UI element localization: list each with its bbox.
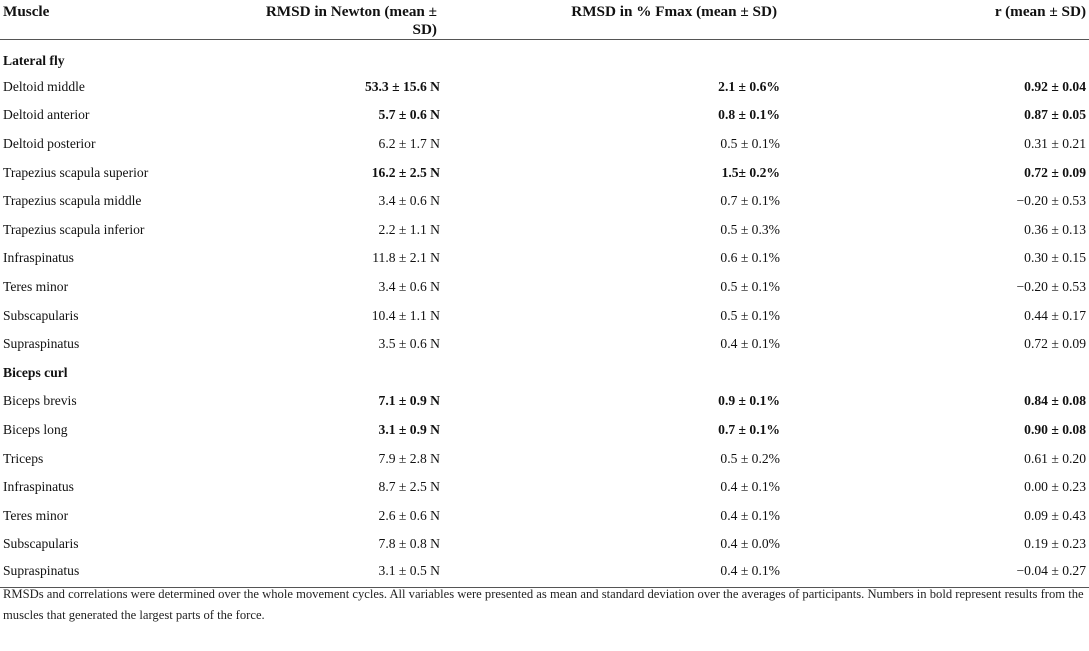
cell-muscle: Infraspinatus	[3, 250, 74, 266]
table-row	[0, 301, 1089, 330]
cell-muscle: Subscapularis	[3, 536, 79, 552]
table-row	[0, 187, 1089, 216]
cell-muscle: Teres minor	[3, 278, 69, 294]
table-row	[0, 244, 1089, 273]
section-row	[0, 40, 1089, 73]
cell-correlation: 0.72 ± 0.09	[1024, 164, 1086, 180]
cell-rmsd-newton: 7.8 ± 0.8 N	[378, 536, 440, 552]
cell-muscle: Trapezius scapula superior	[3, 164, 149, 180]
cell-muscle: Subscapularis	[3, 307, 79, 323]
table-row	[0, 130, 1089, 159]
section-row	[0, 358, 1089, 387]
cell-rmsd-newton: 6.2 ± 1.7 N	[378, 135, 440, 151]
cell-muscle: Teres minor	[3, 507, 69, 523]
cell-rmsd-fmax: 0.4 ± 0.0%	[720, 536, 780, 552]
table-row	[0, 501, 1089, 530]
cell-rmsd-fmax: 0.5 ± 0.1%	[720, 307, 780, 323]
table-row	[0, 387, 1089, 416]
table-row	[0, 215, 1089, 244]
cell-correlation: 0.87 ± 0.05	[1024, 107, 1086, 123]
table-row	[0, 273, 1089, 302]
cell-rmsd-newton: 8.7 ± 2.5 N	[378, 479, 440, 495]
cell-correlation: 0.72 ± 0.09	[1024, 336, 1086, 352]
cell-muscle: Biceps brevis	[3, 393, 77, 409]
cell-rmsd-newton: 3.1 ± 0.5 N	[255, 559, 440, 588]
section-title: Biceps curl	[3, 364, 68, 380]
cell-correlation: 0.92 ± 0.04	[1024, 78, 1086, 94]
cell-muscle: Triceps	[3, 450, 44, 466]
cell-rmsd-fmax: 0.4 ± 0.1%	[720, 479, 780, 495]
table-row	[0, 530, 1089, 559]
cell-rmsd-fmax: 0.5 ± 0.2%	[720, 450, 780, 466]
cell-rmsd-newton: 3.5 ± 0.6 N	[378, 336, 440, 352]
cell-rmsd-fmax: 0.7 ± 0.1%	[718, 421, 780, 437]
cell-correlation: 0.84 ± 0.08	[1024, 393, 1086, 409]
cell-muscle: Supraspinatus	[3, 336, 80, 352]
cell-muscle: Infraspinatus	[3, 479, 74, 495]
cell-correlation: −0.04 ± 0.27	[780, 559, 1089, 588]
cell-correlation: 0.61 ± 0.20	[1024, 450, 1086, 466]
cell-rmsd-newton: 3.4 ± 0.6 N	[378, 193, 440, 209]
cell-rmsd-newton: 10.4 ± 1.1 N	[371, 307, 440, 323]
table-row	[0, 473, 1089, 502]
cell-rmsd-newton: 53.3 ± 15.6 N	[364, 78, 440, 94]
cell-rmsd-newton: 11.8 ± 2.1 N	[372, 250, 440, 266]
cell-correlation: −0.20 ± 0.53	[1016, 278, 1086, 294]
header-correlation: r (mean ± SD)	[780, 0, 1089, 40]
header-muscle: Muscle	[0, 0, 255, 40]
cell-rmsd-fmax: 0.4 ± 0.1%	[720, 336, 780, 352]
cell-rmsd-fmax: 0.4 ± 0.1%	[720, 507, 780, 523]
cell-rmsd-fmax: 0.9 ± 0.1%	[718, 393, 780, 409]
cell-rmsd-newton: 3.4 ± 0.6 N	[378, 278, 440, 294]
cell-rmsd-fmax: 0.5 ± 0.1%	[720, 135, 780, 151]
header-row	[0, 0, 1089, 40]
cell-rmsd-fmax: 1.5± 0.2%	[721, 164, 780, 180]
cell-rmsd-fmax: 0.8 ± 0.1%	[718, 107, 780, 123]
cell-rmsd-fmax: 0.6 ± 0.1%	[720, 250, 780, 266]
table-row	[0, 73, 1089, 102]
header-rmsd-fmax: RMSD in % Fmax (mean ± SD)	[440, 0, 780, 40]
cell-muscle: Biceps long	[3, 421, 68, 437]
cell-correlation: 0.36 ± 0.13	[1024, 221, 1086, 237]
cell-correlation: 0.90 ± 0.08	[1024, 421, 1086, 437]
cell-correlation: 0.09 ± 0.43	[1024, 507, 1086, 523]
cell-correlation: −0.20 ± 0.53	[1016, 193, 1086, 209]
cell-muscle: Deltoid middle	[3, 78, 85, 94]
header-rmsd-newton: RMSD in Newton (mean ± SD)	[255, 0, 440, 40]
cell-rmsd-newton: 16.2 ± 2.5 N	[371, 164, 440, 180]
table-row	[0, 101, 1089, 130]
section-title: Lateral fly	[3, 53, 65, 69]
table-header	[0, 0, 1089, 40]
table-row	[0, 158, 1089, 187]
cell-correlation: 0.30 ± 0.15	[1024, 250, 1086, 266]
table-row	[0, 559, 1089, 588]
cell-muscle: Deltoid anterior	[3, 107, 90, 123]
cell-correlation: 0.44 ± 0.17	[1024, 307, 1086, 323]
cell-muscle: Trapezius scapula inferior	[3, 221, 145, 237]
cell-muscle: Supraspinatus	[0, 559, 255, 588]
table-row	[0, 416, 1089, 445]
cell-rmsd-newton: 3.1 ± 0.9 N	[378, 421, 440, 437]
cell-correlation: 0.19 ± 0.23	[1024, 536, 1086, 552]
cell-rmsd-fmax: 0.4 ± 0.1%	[440, 559, 780, 588]
cell-rmsd-fmax: 0.7 ± 0.1%	[720, 193, 780, 209]
cell-rmsd-newton: 2.6 ± 0.6 N	[378, 507, 440, 523]
cell-muscle: Deltoid posterior	[3, 135, 96, 151]
cell-correlation: 0.00 ± 0.23	[1024, 479, 1086, 495]
table-row	[0, 444, 1089, 473]
cell-rmsd-newton: 2.2 ± 1.1 N	[378, 221, 440, 237]
cell-rmsd-newton: 7.1 ± 0.9 N	[378, 393, 440, 409]
table-body	[0, 40, 1089, 588]
cell-rmsd-fmax: 2.1 ± 0.6%	[718, 78, 780, 94]
cell-rmsd-newton: 7.9 ± 2.8 N	[378, 450, 440, 466]
table-row	[0, 330, 1089, 359]
cell-rmsd-fmax: 0.5 ± 0.1%	[720, 278, 780, 294]
cell-rmsd-newton: 5.7 ± 0.6 N	[378, 107, 440, 123]
cell-rmsd-fmax: 0.5 ± 0.3%	[720, 221, 780, 237]
cell-correlation: 0.31 ± 0.21	[1024, 135, 1086, 151]
table-footnote: RMSDs and correlations were determined over the whole movement cycles. All variables were presented as mean and standard deviation over the averages of participants. Numbers in bold represent results from the muscles that generated the largest parts of the force.	[3, 587, 1084, 622]
cell-muscle: Trapezius scapula middle	[3, 193, 142, 209]
